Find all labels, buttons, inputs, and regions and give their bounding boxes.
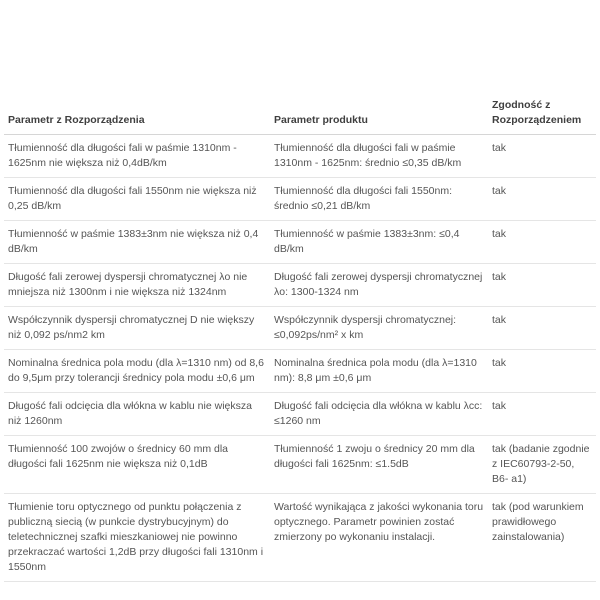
regulation-cell: Nominalna średnica pola modu (dla λ=1310 nm) od 8,6 do 9,5μm przy tolerancji średnicy pola modu ±0,6 μm [4,350,270,393]
header-product-parameter: Parametr produktu [270,92,488,135]
compliance-cell: tak [488,264,596,307]
table-row [4,307,596,350]
regulation-cell: Tłumienność w paśmie 1383±3nm nie większa niż 0,4 dB/km [4,221,270,264]
regulation-cell: Długość fali odcięcia dla włókna w kablu nie większa niż 1260nm [4,393,270,436]
compliance-cell: tak [488,393,596,436]
product-cell: Długość fali zerowej dyspersji chromatycznej λo: 1300-1324 nm [270,264,488,307]
table-row [4,350,596,393]
compliance-cell: tak [488,135,596,178]
regulation-cell: Tłumienność 100 zwojów o średnicy 60 mm dla długości fali 1625nm nie większa niż 0,1dB [4,436,270,494]
compliance-cell: tak [488,307,596,350]
specification-table [4,92,596,582]
product-cell: Wartość wynikająca z jakości wykonania toru optycznego. Parametr powinien zostać zmierzony po wykonaniu instalacji. [270,494,488,582]
table-row [4,494,596,582]
product-cell: Współczynnik dyspersji chromatycznej: ≤0,092ps/nm² x km [270,307,488,350]
table-body [4,135,596,582]
regulation-cell: Tłumienność dla długości fali 1550nm nie większa niż 0,25 dB/km [4,178,270,221]
compliance-cell: tak (badanie zgodnie z IEC60793-2-50, B6- a1) [488,436,596,494]
compliance-cell: tak [488,350,596,393]
compliance-cell: tak [488,221,596,264]
table-row [4,178,596,221]
header-compliance: Zgodność z Rozporządzeniem [488,92,596,135]
table-header [4,92,596,135]
product-cell: Długość fali odcięcia dla włókna w kablu λcc: ≤1260 nm [270,393,488,436]
table-row [4,264,596,307]
header-row [4,92,596,135]
regulation-cell: Tłumienie toru optycznego od punktu połączenia z publiczną siecią (w punkcie dystrybucyjnym) do teletechnicznej szafki mieszkaniowej nie powinno przekraczać wartości 1,2dB przy długości fali 1310nm i 1550nm [4,494,270,582]
product-cell: Tłumienność dla długości fali w paśmie 1310nm - 1625nm: średnio ≤0,35 dB/km [270,135,488,178]
regulation-cell: Długość fali zerowej dyspersji chromatycznej λo nie mniejsza niż 1300nm i nie większa niż 1324nm [4,264,270,307]
compliance-cell: tak [488,178,596,221]
product-cell: Nominalna średnica pola modu (dla λ=1310 nm): 8,8 μm ±0,6 μm [270,350,488,393]
table-row [4,221,596,264]
table-row [4,436,596,494]
header-regulation-parameter: Parametr z Rozporządzenia [4,92,270,135]
product-cell: Tłumienność dla długości fali 1550nm: średnio ≤0,21 dB/km [270,178,488,221]
product-cell: Tłumienność w paśmie 1383±3nm: ≤0,4 dB/km [270,221,488,264]
table-row [4,393,596,436]
regulation-cell: Współczynnik dyspersji chromatycznej D nie większy niż 0,092 ps/nm2 km [4,307,270,350]
product-cell: Tłumienność 1 zwoju o średnicy 20 mm dla długości fali 1625nm: ≤1.5dB [270,436,488,494]
regulation-cell: Tłumienność dla długości fali w paśmie 1310nm - 1625nm nie większa niż 0,4dB/km [4,135,270,178]
table-row [4,135,596,178]
compliance-cell: tak (pod warunkiem prawidłowego zainstalowania) [488,494,596,582]
